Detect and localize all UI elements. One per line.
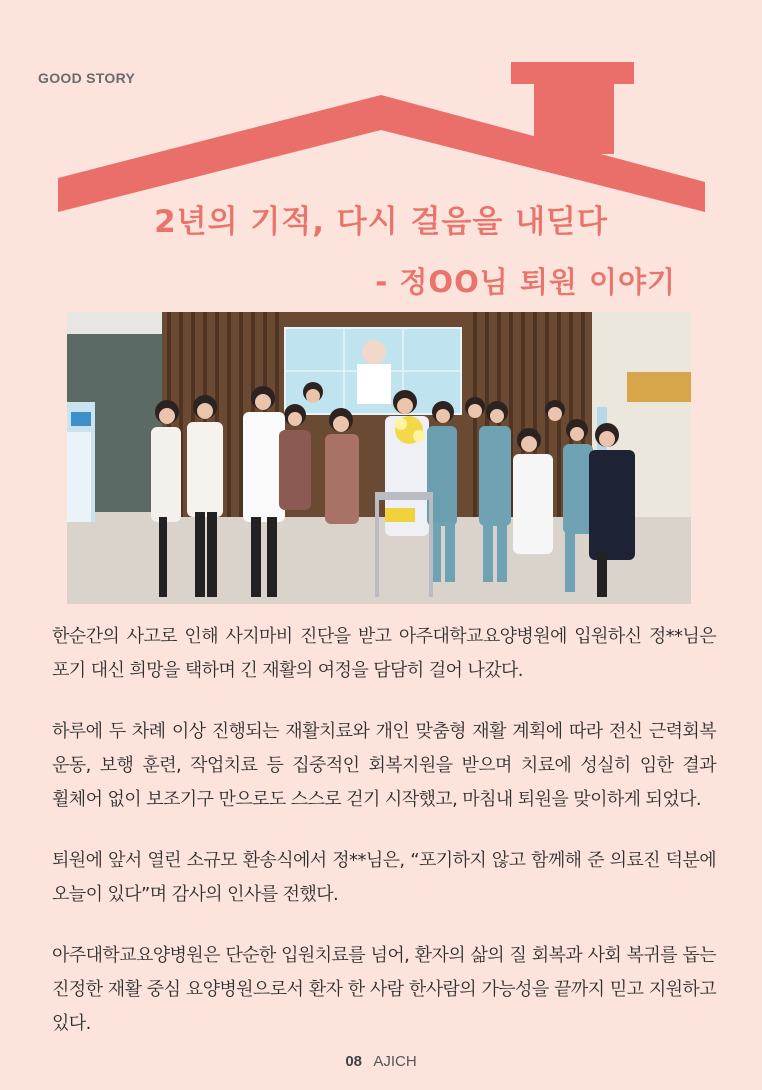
article-body: [52, 620, 716, 1068]
article-subtitle: - 정OO님 퇴원 이야기: [375, 265, 676, 299]
article-paragraph-3: 퇴원에 앞서 열린 소규모 환송식에서 정**님은, “포기하지 않고 함께해 준 의료진 덕분에 오늘이 있다”며 감사의 인사를 전했다.: [52, 850, 716, 905]
article-paragraph-2: 하루에 두 차례 이상 진행되는 재활치료와 개인 맞춤형 재활 계획에 따라 전신 근력회복 운동, 보행 훈련, 작업치료 등 집중적인 회복지원을 받으며 치료에 성실히 임한 결과 휠체어 없이 보조기구 만으로도 스스로 걷기 시작했고, 마침내 퇴원을 맞이하게 되었다.: [52, 721, 716, 810]
article-paragraph-1: 한순간의 사고로 인해 사지마비 진단을 받고 아주대학교요양병원에 입원하신 정**님은 포기 대신 희망을 택하며 긴 재활의 여정을 담담히 걸어 나갔다.: [52, 626, 716, 681]
page-number: 08: [345, 1053, 362, 1070]
magazine-name: AJICH: [373, 1053, 417, 1070]
article-title: 2년의 기적, 다시 걸음을 내딛다: [154, 204, 608, 240]
section-label: GOOD STORY: [38, 70, 136, 86]
house-roof-graphic: [0, 0, 762, 220]
farewell-ceremony-photo: [67, 312, 691, 604]
page-footer: [0, 1053, 762, 1070]
article-paragraph-4: 아주대학교요양병원은 단순한 입원치료를 넘어, 환자의 삶의 질 회복과 사회 복귀를 돕는 진정한 재활 중심 요양병원으로서 환자 한 사람 한사람의 가능성을 끝까지 믿고 지원하고 있다.: [52, 945, 716, 1034]
